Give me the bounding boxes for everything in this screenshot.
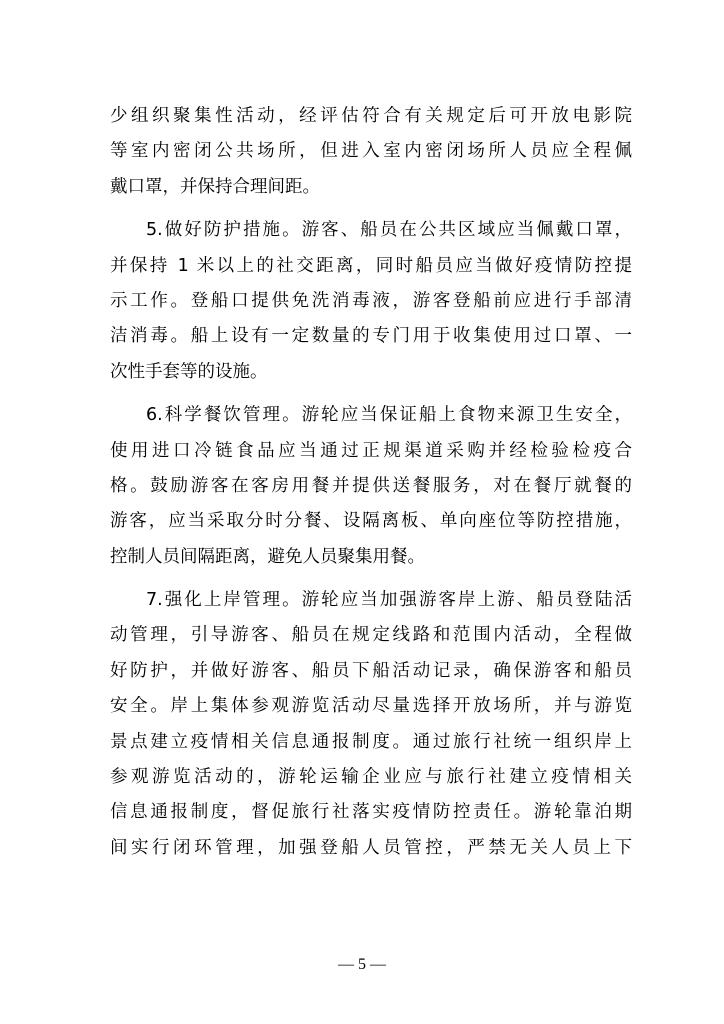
text-line: 5.做好防护措施。游客、船员在公共区域应当佩戴口罩， (146, 220, 632, 241)
paragraph-gap (110, 205, 632, 213)
page-number: — 5 — (338, 956, 386, 973)
text-line: 戴口罩，并保持合理间距。 (110, 176, 320, 197)
text-line: 好防护，并做好游客、船员下船活动记录，确保游客和船员 (110, 660, 632, 681)
text-line: 安全。岸上集体参观游览活动尽量选择开放场所，并与游览 (110, 696, 632, 717)
text-line: 示工作。登船口提供免洗消毒液，游客登船前应进行手部清 (110, 290, 632, 311)
text-line: 控制人员间隔距离，避免人员聚集用餐。 (110, 546, 425, 567)
paragraph-gap (110, 390, 632, 398)
text-line: 并保持 1 米以上的社交距离，同时船员应当做好疫情防控提 (110, 255, 632, 276)
paragraph-gap (110, 575, 632, 583)
text-line: 等室内密闭公共场所，但进入室内密闭场所人员应全程佩 (110, 141, 632, 162)
text-line: 景点建立疫情相关信息通报制度。通过旅行社统一组织岸上 (110, 731, 632, 752)
text-line: 动管理，引导游客、船员在规定线路和范围内活动，全程做 (110, 625, 632, 646)
text-line: 参观游览活动的，游轮运输企业应与旅行社建立疫情相关 (110, 767, 632, 788)
text-line: 洁消毒。船上设有一定数量的专门用于收集使用过口罩、一 (110, 326, 632, 347)
text-line: 7.强化上岸管理。游轮应当加强游客岸上游、船员登陆活 (146, 590, 632, 611)
text-line: 间实行闭环管理，加强登船人员管控，严禁无关人员上下 (110, 837, 632, 858)
text-line: 少组织聚集性活动，经评估符合有关规定后可开放电影院 (110, 106, 632, 126)
text-line: 信息通报制度，督促旅行社落实疫情防控责任。游轮靠泊期 (110, 802, 632, 823)
text-line: 6.科学餐饮管理。游轮应当保证船上食物来源卫生安全， (146, 405, 632, 426)
text-line: 次性手套等的设施。 (110, 361, 268, 382)
text-line: 格。鼓励游客在客房用餐并提供送餐服务，对在餐厅就餐的 (110, 475, 632, 496)
text-line: 使用进口冷链食品应当通过正规渠道采购并经检验检疫合 (110, 440, 632, 461)
text-line: 游客，应当采取分时分餐、设隔离板、单向座位等防控措施， (110, 511, 632, 532)
body-text (110, 99, 632, 866)
